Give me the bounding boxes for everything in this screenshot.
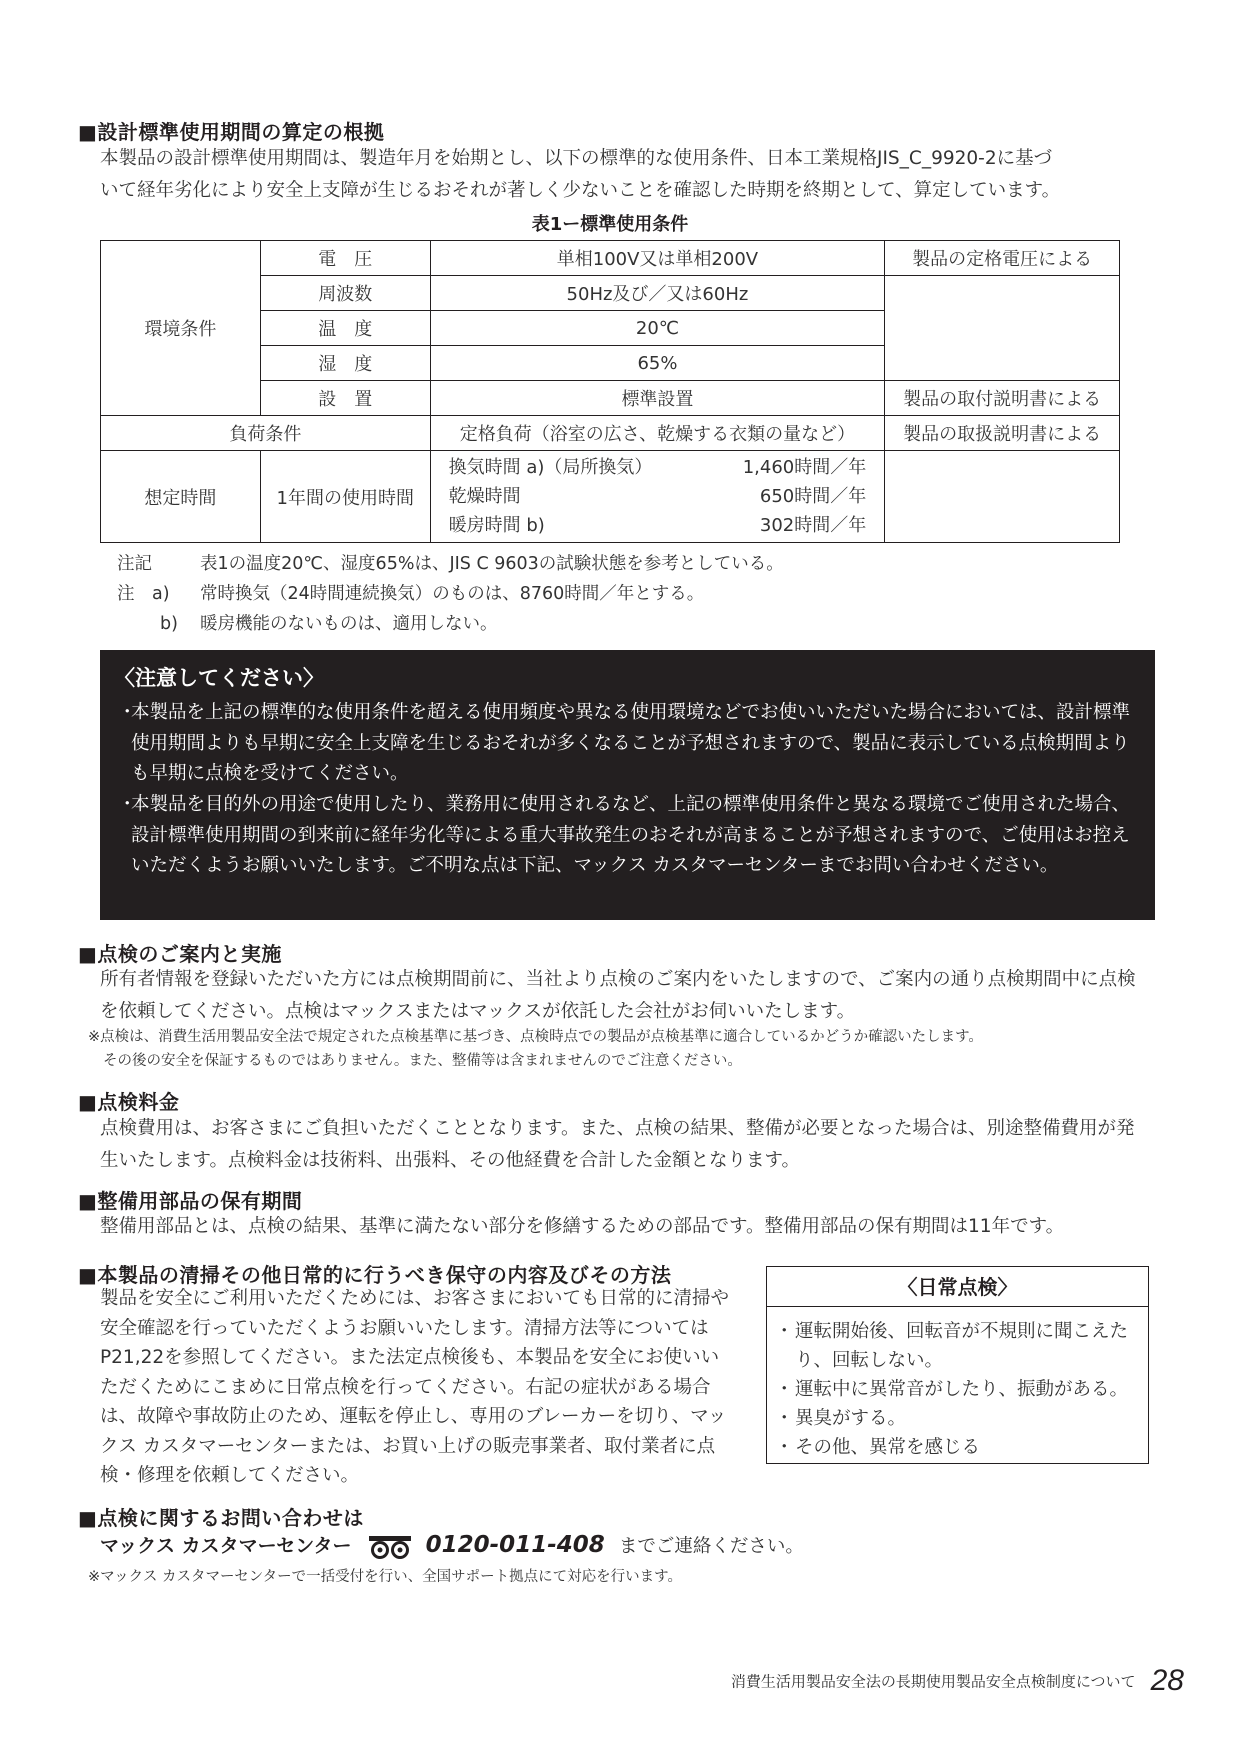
basis-body-line1: 本製品の設計標準使用期間は、製造年月を始期とし、以下の標準的な使用条件、日本工業規格JIS_C_9920-2に基づ	[100, 148, 1053, 169]
hours-name: 乾燥時間	[448, 486, 521, 507]
list-item: ・ 運転開始後、回転音が不規則に聞こえたり、回転しない。	[779, 1317, 1138, 1375]
freq-value-cell: 50Hz及び／又は60Hz	[430, 276, 885, 311]
table-caption: 表1ー標準使用条件	[531, 214, 689, 235]
install-value-cell: 標準設置	[430, 381, 885, 416]
hours-value: 1,460時間／年	[742, 457, 867, 478]
note2-label: 注 a)	[117, 584, 170, 604]
contact-suffix: までご連絡ください。	[618, 1536, 804, 1557]
phone-number[interactable]: 0120-011-408	[425, 1532, 605, 1558]
temp-value-cell: 20℃	[430, 311, 885, 346]
note1-text: 表1の温度20℃、湿度65%は、JIS C 9603の試験状態を参考としている。	[200, 554, 784, 574]
contact-line	[100, 1531, 804, 1559]
fee-body: 点検費用は、お客さまにご負担いただくこととなります。また、点検の結果、整備が必要となった場合は、別途整備費用が発生いたします。点検料金は技術料、出張料、その他経費を合計した金額となります。	[100, 1118, 1135, 1171]
caution-box	[100, 650, 1155, 920]
blank-note-cell	[885, 451, 1120, 543]
annual-label-cell: 1年間の使用時間	[260, 451, 430, 543]
caution-item-text: 本製品を上記の標準的な使用条件を超える使用頻度や異なる使用環境などでお使いいただいた場合においては、設計標準使用期間よりも早期に安全上支障を生じるおそれが多くなることが予想されますので、製品に表示している点検期間よりも早期に点検を受けてください。	[131, 702, 1131, 784]
note3-label: b)	[160, 614, 178, 634]
hours-value: 650時間／年	[759, 486, 867, 507]
hours-name: 換気時間 a)（局所換気）	[448, 457, 653, 478]
note2-text: 常時換気（24時間連続換気）のものは、8760時間／年とする。	[200, 584, 705, 604]
voltage-note-cell: 製品の定格電圧による	[885, 241, 1120, 276]
table-row	[101, 451, 1120, 543]
bullet-mark: ・	[118, 702, 137, 723]
load-value-cell: 定格負荷（浴室の広さ、乾燥する衣類の量など）	[430, 416, 885, 451]
daily-check-title: 〈日常点検〉	[767, 1267, 1148, 1307]
caution-item-text: 本製品を目的外の用途で使用したり、業務用に使用されるなど、上記の標準使用条件と異なる環境でご使用された場合、設計標準使用期間の到来前に経年劣化等による重大事故発生のおそれが高まることが予想されますので、ご使用はお控えいただくようお願いいたします。ご不明な点は下記、マックス カスタマーセンターまでお問い合わせください。	[131, 794, 1131, 876]
page-footer	[731, 1664, 1184, 1698]
inspection-note-line1: ※点検は、消費生活用製品安全法で規定された点検基準に基づき、点検時点での製品が点検基準に適合しているかどうか確認いたします。	[88, 1029, 983, 1045]
list-item: ・ その他、異常を感じる	[779, 1433, 1138, 1462]
time-label-cell: 想定時間	[101, 451, 261, 543]
free-dial-icon	[368, 1535, 412, 1559]
daily-check-box	[766, 1266, 1149, 1464]
bullet-mark: ・	[118, 794, 137, 815]
contact-heading: ■点検に関するお問い合わせは	[78, 1506, 364, 1530]
parts-heading: ■整備用部品の保有期間	[78, 1189, 303, 1213]
caution-item	[118, 698, 1138, 790]
center-name: マックス カスタマーセンター	[100, 1535, 352, 1557]
parts-body: 整備用部品とは、点検の結果、基準に満たない部分を修繕するための部品です。整備用部品の保有期間は11年です。	[100, 1216, 1065, 1237]
table-row	[101, 416, 1120, 451]
blank-note-cell	[885, 276, 1120, 381]
voltage-label-cell: 電 圧	[260, 241, 430, 276]
list-item: ・ 異臭がする。	[779, 1404, 1138, 1433]
load-note-cell: 製品の取扱説明書による	[885, 416, 1120, 451]
fee-heading: ■点検料金	[78, 1090, 180, 1114]
contact-note: ※マックス カスタマーセンターで一括受付を行い、全国サポート拠点にて対応を行います。	[88, 1569, 682, 1585]
basis-heading: ■設計標準使用期間の算定の根拠	[78, 120, 385, 144]
temp-label-cell: 温 度	[260, 311, 430, 346]
standard-conditions-table	[100, 240, 1120, 543]
inspection-heading: ■点検のご案内と実施	[78, 942, 282, 966]
install-note-cell: 製品の取付説明書による	[885, 381, 1120, 416]
daily-check-list	[767, 1307, 1148, 1462]
inspection-note-line2: その後の安全を保証するものではありません。また、整備等は含まれませんのでご注意ください。	[103, 1053, 742, 1069]
freq-label-cell: 周波数	[260, 276, 430, 311]
footer-title: 消費生活用製品安全法の長期使用製品安全点検制度について	[730, 1672, 1136, 1691]
basis-body-line2: いて経年劣化により安全上支障が生じるおそれが著しく少ないことを確認した時期を終期として、算定しています。	[100, 180, 1061, 201]
maintenance-body: 製品を安全にご利用いただくためには、お客さまにおいても日常的に清掃や安全確認を行っていただくようお願いいたします。清掃方法等についてはP21,22を参照してください。また法定点検後も、本製品を安全にお使いいただくためにこまめに日常点検を行ってください。右記の症状がある場合は、故障や事故防止のため、運転を停止し、専用のブレーカーを切り、マックス カスタマーセンターまたは、お買い上げの販売事業者、取付業者に点検・修理を依頼してください。	[100, 1288, 730, 1486]
maintenance-heading: ■本製品の清掃その他日常的に行うべき保守の内容及びその方法	[78, 1263, 672, 1287]
load-label-cell: 負荷条件	[101, 416, 431, 451]
humidity-value-cell: 65%	[430, 346, 885, 381]
hours-value: 302時間／年	[759, 515, 867, 536]
page-number: 28	[1150, 1664, 1184, 1697]
inspection-body: 所有者情報を登録いただいた方には点検期間前に、当社より点検のご案内をいたしますので、ご案内の通り点検期間中に点検を依頼してください。点検はマックスまたはマックスが依託した会社がお伺いいたします。	[100, 969, 1136, 1022]
table-row	[101, 241, 1120, 276]
caution-title: 〈注意してください〉	[114, 666, 324, 690]
hours-name: 暖房時間 b)	[448, 515, 545, 536]
note1-label: 注記	[117, 554, 152, 574]
caution-item	[118, 790, 1138, 882]
list-item: ・ 運転中に異常音がしたり、振動がある。	[779, 1375, 1138, 1404]
note3-text: 暖房機能のないものは、適用しない。	[200, 614, 498, 634]
humidity-label-cell: 湿 度	[260, 346, 430, 381]
env-label-cell: 環境条件	[101, 241, 261, 416]
hours-cell	[430, 451, 885, 543]
voltage-value-cell: 単相100V又は単相200V	[430, 241, 885, 276]
install-label-cell: 設 置	[260, 381, 430, 416]
